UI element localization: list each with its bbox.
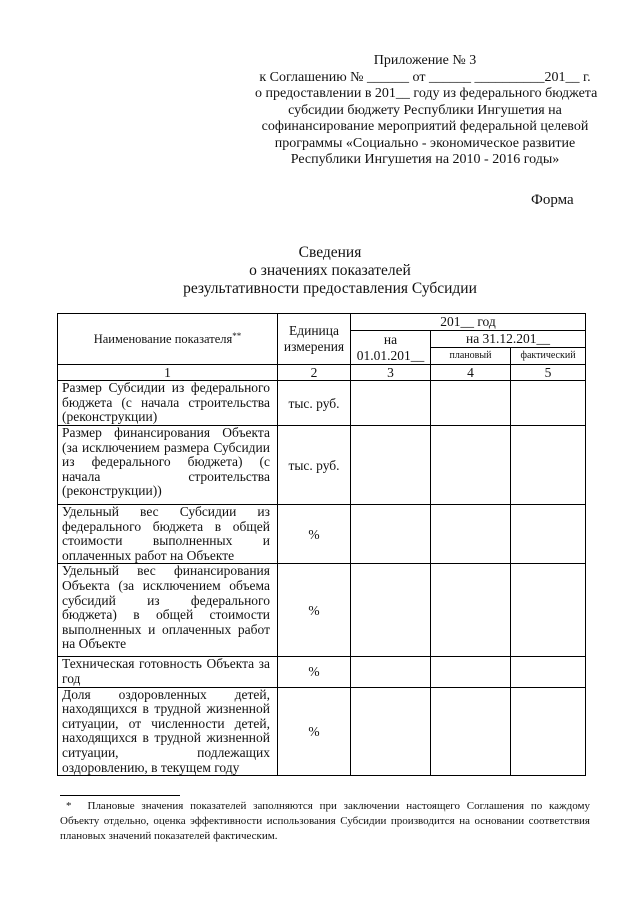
- indicator-unit: %: [278, 505, 351, 564]
- header-unit-line: Единица: [288, 323, 339, 338]
- value-cell: [511, 687, 586, 776]
- column-numbers-row: [58, 365, 586, 381]
- indicator-name: Доля оздоровленных детей, находящихся в трудной жизненной ситуации, от численности детей, находящихся в трудной жизненной ситуации, подлежащих оздоровлению, в текущем году: [58, 687, 278, 776]
- form-label: Форма: [531, 192, 574, 208]
- header-start-line: 01.01.201__: [356, 347, 425, 363]
- indicator-name: Удельный вес финансирования Объекта (за исключением объема субсидий из федерального бюджета) в общей стоимости выполненных и оплаченных работ на Объекте: [58, 564, 278, 657]
- value-cell: [511, 426, 586, 505]
- table-row: [58, 564, 586, 657]
- footnote-mark: *: [66, 800, 72, 812]
- table-row: [58, 687, 586, 776]
- column-number: 2: [278, 365, 351, 381]
- footnote-divider: [60, 795, 180, 796]
- header-indicator-name-text: Наименование показателя: [93, 332, 233, 346]
- value-cell: [511, 564, 586, 657]
- value-cell: [351, 505, 431, 564]
- value-cell: [431, 687, 511, 776]
- title-line: результативности предоставления Субсидии: [183, 280, 477, 297]
- value-cell: [431, 505, 511, 564]
- column-number: 1: [58, 365, 278, 381]
- appendix-number: Приложение № 3: [373, 53, 477, 68]
- document-title: [130, 244, 530, 298]
- value-cell: [431, 657, 511, 687]
- table-row: [58, 381, 586, 426]
- indicators-table: [57, 313, 586, 776]
- value-cell: [351, 381, 431, 426]
- value-cell: [351, 657, 431, 687]
- value-cell: [511, 381, 586, 426]
- header-start-date: [351, 331, 431, 365]
- column-number: 4: [431, 365, 511, 381]
- appendix-line: к Соглашению № ______ от ______ __________201__ г.: [259, 69, 591, 85]
- indicator-name: Техническая готовность Объекта за год: [58, 657, 278, 687]
- value-cell: [431, 381, 511, 426]
- indicator-unit: тыс. руб.: [278, 381, 351, 426]
- footnote: [60, 799, 590, 844]
- header-unit-line: измерения: [283, 339, 345, 354]
- header-unit: [278, 314, 351, 365]
- appendix-line: программы «Социально - экономическое развитие: [274, 135, 576, 151]
- table-row: [58, 505, 586, 564]
- value-cell: [511, 505, 586, 564]
- indicator-name: Размер Субсидии из федерального бюджета (с начала строительства (реконструкции): [58, 381, 278, 426]
- column-number: 3: [351, 365, 431, 381]
- header-actual: фактический: [511, 348, 586, 365]
- title-line: о значениях показателей: [249, 262, 411, 279]
- value-cell: [431, 426, 511, 505]
- indicator-unit: тыс. руб.: [278, 426, 351, 505]
- value-cell: [431, 564, 511, 657]
- table-row: [58, 657, 586, 687]
- header-row: [58, 314, 586, 331]
- indicator-unit: %: [278, 657, 351, 687]
- value-cell: [351, 687, 431, 776]
- appendix-line: субсидии бюджету Республики Ингушетия на: [288, 102, 562, 118]
- value-cell: [511, 657, 586, 687]
- footnote-text: Плановые значения показателей заполняются при заключении настоящего Соглашения по каждому Объекту отдельно, оценка эффективности использования Субсидии производится на основании соответствия плановых значений показателей фактическим.: [60, 800, 590, 842]
- value-cell: [351, 564, 431, 657]
- appendix-header: [255, 53, 598, 169]
- header-planned: плановый: [431, 348, 511, 365]
- title-line: Сведения: [298, 244, 362, 261]
- header-indicator-name: [58, 314, 278, 365]
- value-cell: [351, 426, 431, 505]
- table-row: [58, 426, 586, 505]
- appendix-line: о предоставлении в 201__ году из федерального бюджета: [255, 86, 598, 101]
- indicator-unit: %: [278, 687, 351, 776]
- header-end-date: на 31.12.201__: [431, 331, 586, 348]
- appendix-line: софинансирование мероприятий федеральной целевой: [261, 119, 589, 134]
- indicator-unit: %: [278, 564, 351, 657]
- appendix-line: Республики Ингушетия на 2010 - 2016 годы»: [290, 152, 560, 167]
- header-year: 201__ год: [351, 314, 586, 331]
- footnote-reference: **: [232, 331, 242, 341]
- indicator-name: Удельный вес Субсидии из федерального бюджета в общей стоимости выполненных и оплаченных работ на Объекте: [58, 505, 278, 564]
- column-number: 5: [511, 365, 586, 381]
- indicator-name: Размер финансирования Объекта (за исключением размера Субсидии из федерального бюджета) (с начала строительства (реконструкции)): [58, 426, 278, 505]
- header-start-line: на: [383, 331, 398, 347]
